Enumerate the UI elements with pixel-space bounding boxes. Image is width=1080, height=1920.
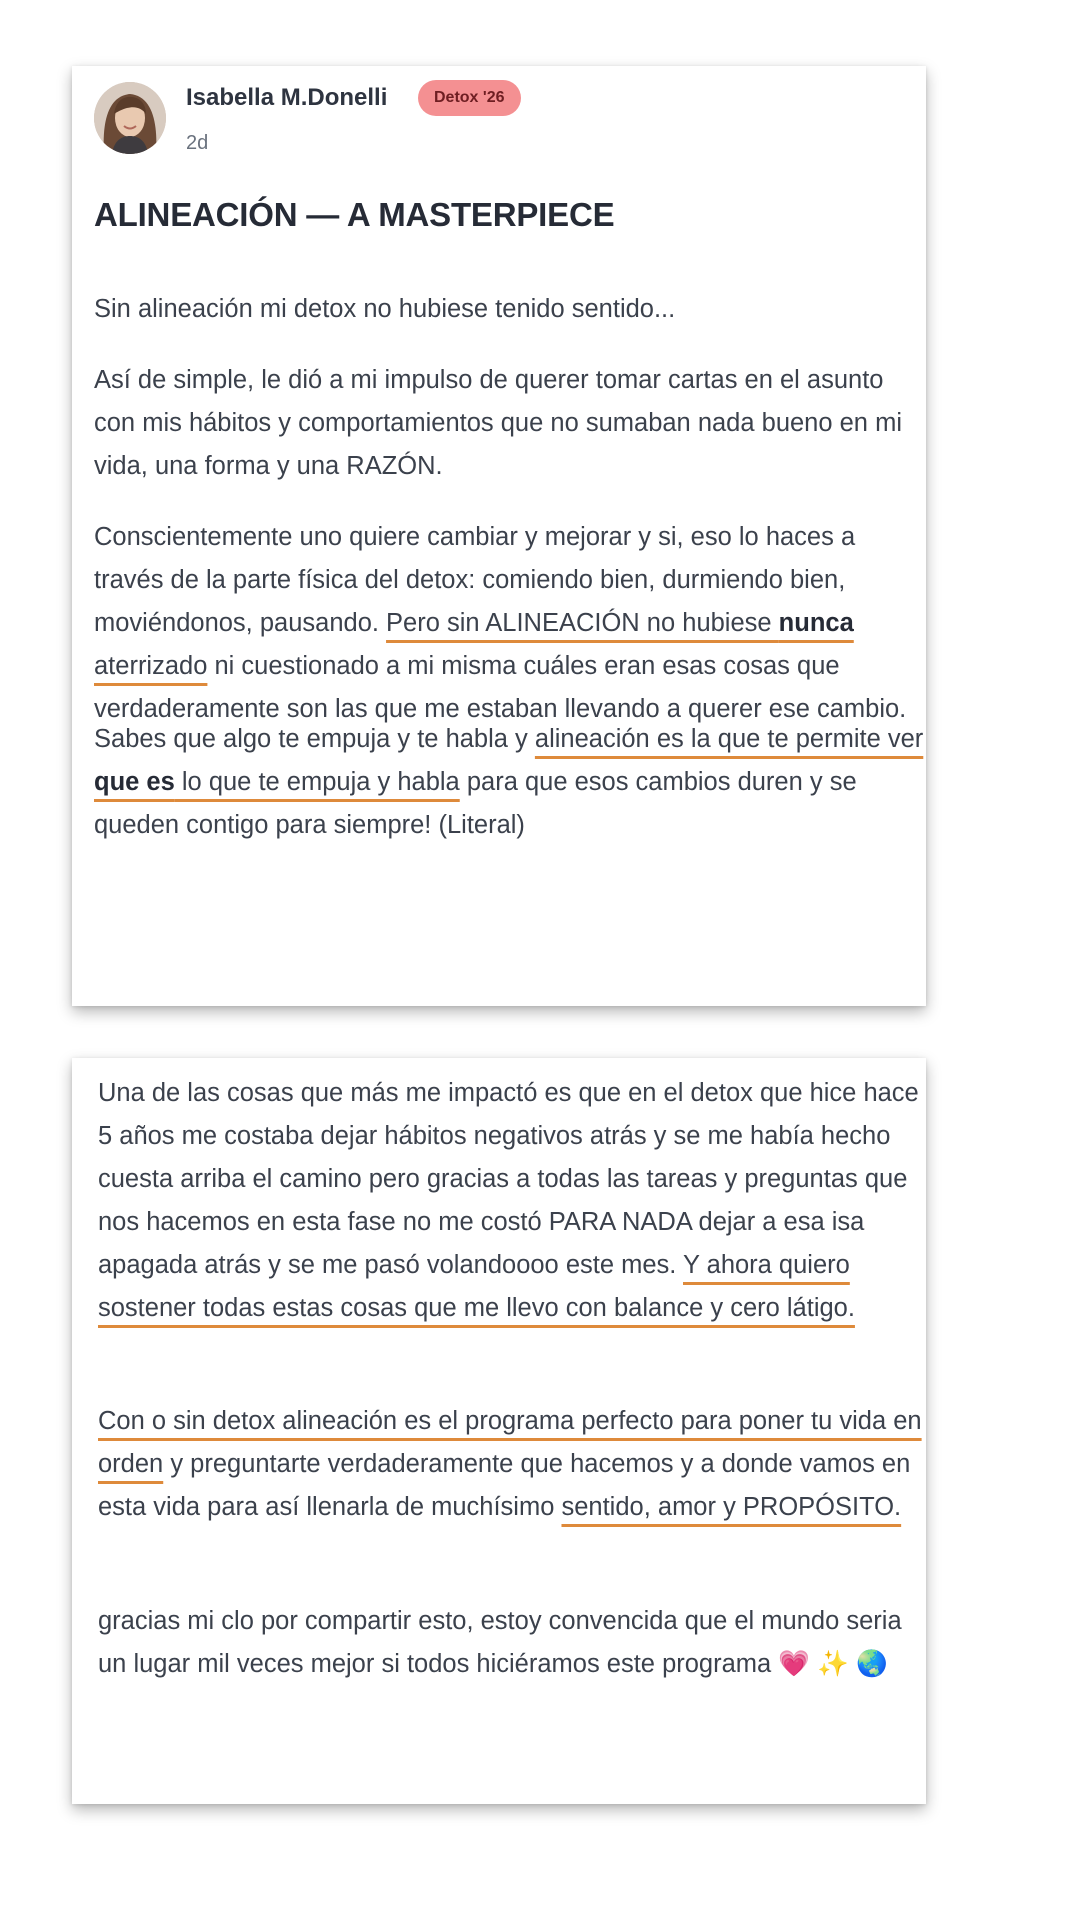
comment-paragraph-1: Una de las cosas que más me impactó es que en el detox que hice hace 5 años me costaba dejar hábitos negativos atrás y se me había hecho cuesta arriba el camino pero gracias a todas las tareas y preguntas que nos hacemos en esta fase no me costó PARA NADA dejar a esa isa apagada atrás y se me pasó volandoooo este mes. Y ahora quiero sostener todas estas cosas que me llevo con balance y cero látigo. (98, 1079, 919, 1322)
post-paragraph-1: Sin alineación mi detox no hubiese tenido sentido... (94, 295, 676, 323)
avatar-photo-icon (94, 82, 166, 154)
highlighted-phrase: sentido, amor y PROPÓSITO. (561, 1493, 902, 1521)
comment-paragraph-2: Con o sin detox alineación es el programa perfecto para poner tu vida en orden y preguntarte verdaderamente que hacemos y a donde vamos en esta vida para así llenarla de muchísimo sentido, amor y PROPÓSITO. (98, 1407, 922, 1521)
post-card (72, 66, 926, 1006)
post-paragraph-4: Sabes que algo te empuja y te habla y alineación es la que te permite ver que es lo que te empuja y habla para que esos cambios duren y se queden contigo para siempre! (Literal) (94, 725, 924, 839)
post-title: ALINEACIÓN — A MASTERPIECE (94, 196, 615, 233)
post-paragraph-2: Así de simple, le dió a mi impulso de querer tomar cartas en el asunto con mis hábitos y comportamientos que no sumaban nada bueno en mi vida, una forma y una RAZÓN. (94, 366, 902, 480)
post-paragraph-3: Conscientemente uno quiere cambiar y mejorar y si, eso lo haces a través de la parte física del detox: comiendo bien, durmiendo bien, moviéndonos, pausando. Pero sin ALINEACIÓN no hubiese nunca aterrizado ni cuestionado a mi misma cuáles eran esas cosas que verdaderamente son las que me estaban llevando a querer ese cambio. (94, 523, 907, 723)
comment-paragraph-3: gracias mi clo por compartir esto, estoy convencida que el mundo seria un lugar mil veces mejor si todos hiciéramos este programa 💗 ✨ 🌏 (98, 1607, 902, 1678)
highlighted-phrase: Y ahora quiero sostener todas estas cosas que me llevo con balance y cero látigo. (98, 1251, 855, 1322)
highlighted-phrase: alineación es la que te permite ver que es lo que te empuja y habla (94, 725, 924, 796)
highlighted-phrase: Con o sin detox alineación es el programa perfecto para poner tu vida en orden (98, 1407, 922, 1478)
comment-card (72, 1058, 926, 1804)
cohort-badge: Detox '26 (418, 80, 521, 116)
author-name[interactable]: Isabella M.Donelli (186, 84, 388, 111)
post-timestamp: 2d (186, 132, 209, 154)
avatar[interactable] (94, 82, 166, 154)
highlighted-phrase: Pero sin ALINEACIÓN no hubiese nunca aterrizado (94, 609, 854, 680)
